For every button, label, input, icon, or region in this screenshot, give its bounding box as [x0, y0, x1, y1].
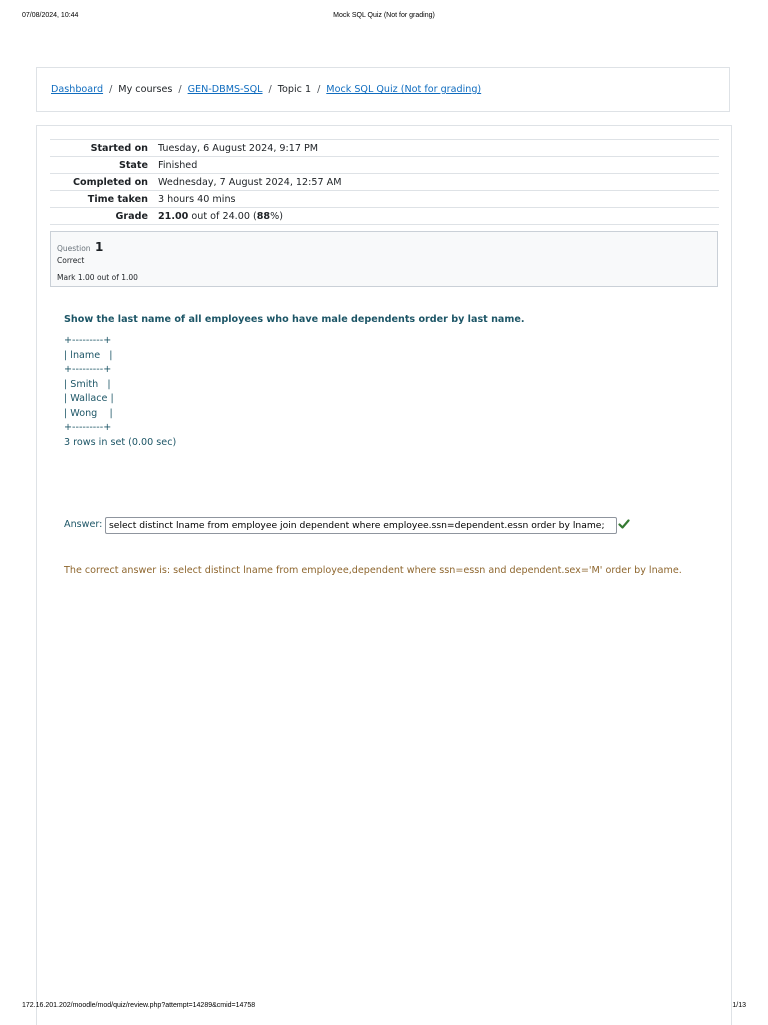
question-mark: Mark 1.00 out of 1.00: [57, 273, 138, 282]
answer-input[interactable]: [105, 517, 617, 534]
expected-result-block: [64, 334, 176, 450]
result-line: 3 rows in set (0.00 sec): [64, 436, 177, 448]
grade-outof: out of 24.00 (: [188, 210, 257, 222]
breadcrumb-my-courses: My courses: [118, 84, 173, 95]
result-line: +---------+: [64, 422, 112, 433]
result-line: | lname |: [64, 349, 113, 361]
breadcrumb-quiz-link[interactable]: Mock SQL Quiz (Not for grading): [326, 84, 482, 95]
summary-row-grade: [50, 208, 719, 225]
summary-row-time: [50, 191, 719, 208]
summary-value: Finished: [158, 159, 198, 171]
summary-value: [148, 208, 719, 225]
question-info-box: [50, 231, 718, 287]
answer-label: Answer:: [64, 519, 103, 530]
breadcrumb-separator: /: [317, 84, 321, 95]
breadcrumb-separator: /: [178, 84, 182, 95]
question-number: 1: [94, 240, 104, 254]
summary-row-state: [50, 157, 719, 174]
print-url: 172.16.201.202/moodle/mod/quiz/review.php?attempt=14289&cmid=14758: [22, 1002, 256, 1009]
question-state: Correct: [57, 256, 85, 265]
print-footer: [0, 1002, 768, 1012]
breadcrumb: [51, 84, 481, 95]
summary-label: Completed on: [72, 176, 148, 188]
summary-label: Started on: [90, 142, 148, 154]
summary-label: Time taken: [87, 193, 148, 205]
result-line: +---------+: [64, 364, 112, 375]
result-line: | Wong |: [64, 407, 113, 419]
print-page-number: 1/13: [732, 1002, 746, 1009]
question-text: [64, 314, 704, 325]
result-line: | Wallace |: [64, 393, 114, 404]
correct-answer-feedback: The correct answer is: select distinct lname from employee,dependent where ssn=essn and dependent.sex='M' order by lname.: [64, 565, 682, 576]
summary-value: Wednesday, 7 August 2024, 12:57 AM: [158, 176, 342, 188]
summary-value: 3 hours 40 mins: [158, 193, 236, 205]
grade-percent: 88: [256, 210, 271, 222]
breadcrumb-topic: Topic 1: [277, 84, 312, 95]
breadcrumb-separator: /: [109, 84, 113, 95]
question-label-text: Question: [57, 244, 91, 253]
breadcrumb-course-link[interactable]: GEN-DBMS-SQL: [187, 84, 263, 95]
summary-label: Grade: [115, 210, 148, 222]
check-icon: [618, 518, 630, 530]
grade-close: %): [270, 210, 283, 222]
breadcrumb-separator: /: [268, 84, 272, 95]
print-doc-title: Mock SQL Quiz (Not for grading): [333, 12, 435, 19]
attempt-summary-table: [50, 139, 719, 225]
print-header: [0, 12, 768, 22]
question-number-label: [57, 240, 103, 254]
breadcrumb-dashboard-link[interactable]: Dashboard: [51, 84, 104, 95]
breadcrumb-container: [36, 67, 730, 112]
summary-row-completed: [50, 174, 719, 191]
summary-value: Tuesday, 6 August 2024, 9:17 PM: [158, 142, 319, 154]
print-datetime: 07/08/2024, 10:44: [22, 12, 79, 19]
grade-score: 21.00: [158, 210, 189, 222]
result-line: | Smith |: [64, 378, 111, 390]
question-title: Show the last name of all employees who have male dependents order by last name.: [64, 314, 525, 325]
summary-row-started: [50, 140, 719, 157]
summary-label: State: [118, 159, 148, 171]
result-line: +---------+: [64, 335, 112, 346]
